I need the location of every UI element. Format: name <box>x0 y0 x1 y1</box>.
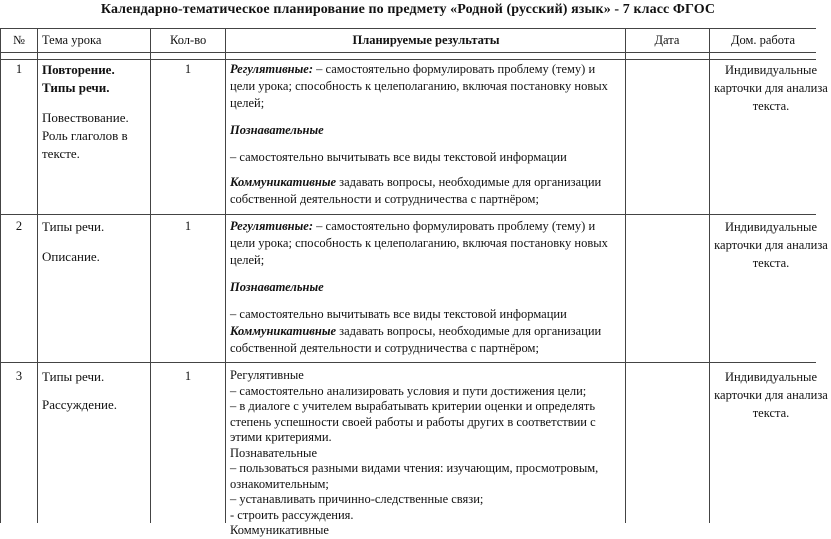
row-divider <box>0 59 816 60</box>
topic-line: Типы речи. <box>42 219 105 234</box>
communicative-label: Коммуникативные <box>230 175 337 189</box>
result-text: цели урока; способность к целеполаганию, включая постановку новых <box>230 79 608 93</box>
result-text: – самостоятельно формулировать проблему (тему) и <box>313 62 596 76</box>
hours-count: 1 <box>184 219 192 233</box>
regulative-label: Регулятивные: <box>230 62 313 76</box>
result-text: ознакомительным; <box>230 476 329 491</box>
topic-line: Типы речи. <box>42 80 110 95</box>
topic-line: Описание. <box>42 249 100 264</box>
page-title: Календарно-тематическое планирование по предмету «Родной (русский) язык» - 7 класс ФГОС <box>100 2 716 17</box>
topic-line: Повествование. <box>42 110 129 125</box>
planned-results <box>230 368 622 539</box>
result-text: – самостоятельно формулировать проблему (тему) и <box>313 219 596 233</box>
row-divider <box>0 214 816 215</box>
homework-line: Индивидуальные <box>724 220 818 234</box>
row-number: 2 <box>15 219 23 233</box>
homework-text <box>711 218 831 272</box>
header-hours: Кол-во <box>170 33 207 47</box>
homework-line: текста. <box>752 406 790 420</box>
result-text: этими критериями. <box>230 430 332 444</box>
regulative-label: Регулятивные: <box>230 219 313 233</box>
planning-table <box>0 28 828 537</box>
column-divider <box>150 28 151 523</box>
result-text: – самостоятельно анализировать условия и пути достижения цели; <box>230 383 587 398</box>
result-text: Коммуникативные <box>230 523 329 537</box>
lesson-topic <box>42 61 148 163</box>
homework-line: Индивидуальные <box>724 370 818 384</box>
header-results: Планируемые результаты <box>352 33 500 47</box>
homework-line: Индивидуальные <box>724 63 818 77</box>
result-text: целей; <box>230 96 265 110</box>
column-divider <box>225 28 226 523</box>
homework-text <box>711 368 831 422</box>
planned-results <box>230 61 622 208</box>
homework-line: текста. <box>752 99 790 113</box>
result-text: – устанавливать причинно-следственные связи; <box>230 492 484 506</box>
homework-line: карточки для анализа <box>714 238 828 252</box>
topic-line: Типы речи. <box>42 369 105 384</box>
lesson-topic <box>42 368 148 414</box>
row-divider <box>0 52 816 53</box>
result-text: целей; <box>230 253 265 267</box>
homework-line: карточки для анализа <box>714 388 828 402</box>
row-divider <box>0 362 816 363</box>
cognitive-label: Познавательные <box>230 280 324 294</box>
result-text: собственной деятельности и сотрудничества с партнёром; <box>230 192 539 206</box>
table-border-left <box>0 28 1 523</box>
homework-text <box>711 61 831 115</box>
homework-line: карточки для анализа <box>714 81 828 95</box>
result-text: – в диалоге с учителем вырабатывать критерии оценки и определять <box>230 399 596 413</box>
result-text: – самостоятельно вычитывать все виды текстовой информации <box>230 150 567 164</box>
row-divider <box>0 28 816 29</box>
result-text: - строить рассуждения. <box>230 507 354 522</box>
column-divider <box>37 28 38 523</box>
topic-line: Роль глаголов в <box>42 128 128 143</box>
hours-count: 1 <box>184 62 192 76</box>
header-homework: Дом. работа <box>730 33 796 47</box>
row-number: 3 <box>15 369 23 383</box>
topic-line: Рассуждение. <box>42 397 117 412</box>
header-num: № <box>13 33 25 47</box>
result-text: степень успешности своей работы и работы других в соответствии с <box>230 414 596 429</box>
row-number: 1 <box>15 62 23 76</box>
topic-line: тексте. <box>42 146 80 161</box>
hours-count: 1 <box>184 369 192 383</box>
homework-line: текста. <box>752 256 790 270</box>
column-divider <box>709 28 710 523</box>
result-text: Регулятивные <box>230 368 304 382</box>
topic-line: Повторение. <box>42 62 115 77</box>
cognitive-label: Познавательные <box>230 123 324 137</box>
lesson-topic <box>42 218 148 266</box>
column-divider <box>625 28 626 523</box>
header-date: Дата <box>654 33 680 47</box>
planned-results <box>230 218 622 357</box>
result-text: задавать вопросы, необходимые для организации <box>336 175 602 189</box>
result-text: собственной деятельности и сотрудничества с партнёром; <box>230 341 539 355</box>
result-text: задавать вопросы, необходимые для организации <box>336 324 602 338</box>
communicative-label: Коммуникативные <box>230 324 337 338</box>
result-text: – пользоваться разными видами чтения: изучающим, просмотровым, <box>230 461 599 475</box>
result-text: Познавательные <box>230 445 317 460</box>
header-topic: Тема урока <box>42 33 102 47</box>
result-text: цели урока; способность к целеполаганию, включая постановку новых <box>230 236 608 250</box>
result-text: – самостоятельно вычитывать все виды текстовой информации <box>230 307 567 321</box>
